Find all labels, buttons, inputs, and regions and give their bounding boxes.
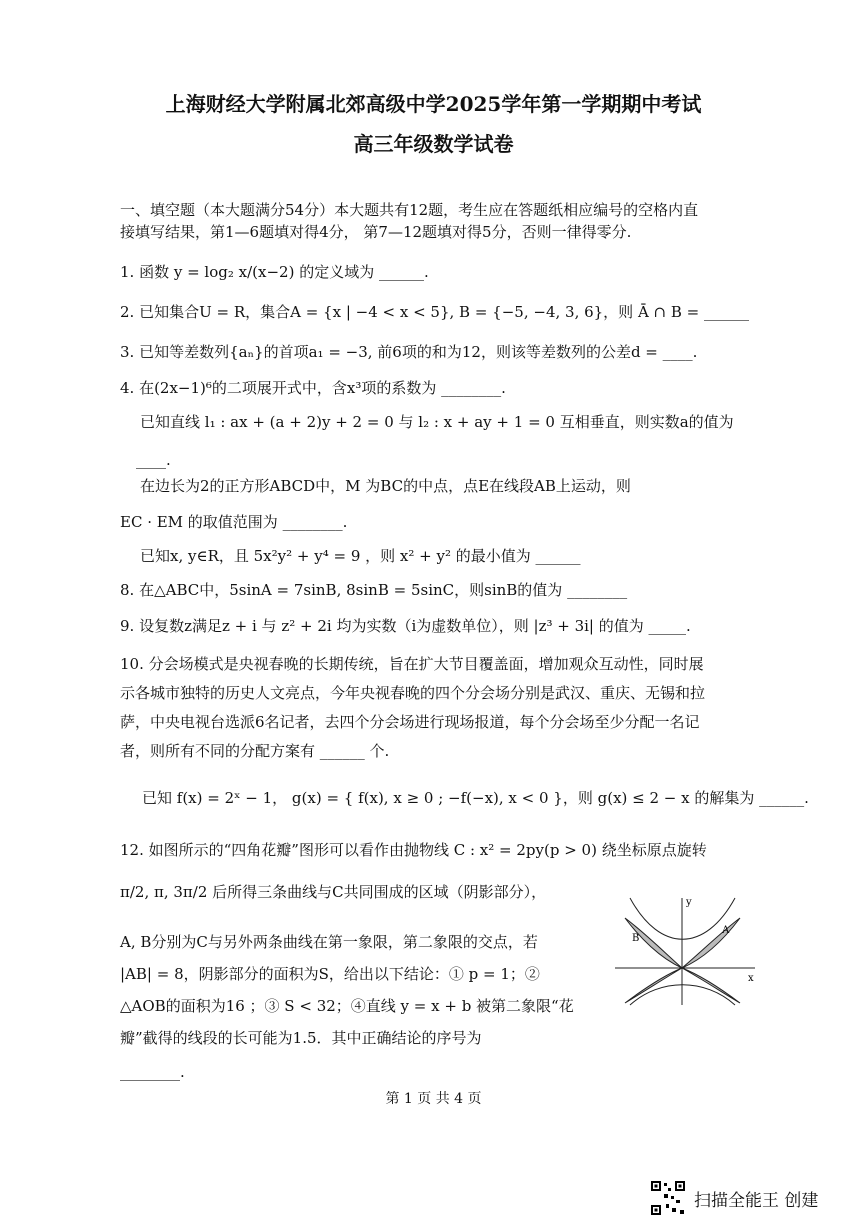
section-instructions-2: 接填写结果，第1—6题填对得4分， 第7—12题填对得5分，否则一律得零分. (120, 223, 632, 241)
figure-label-b: B (632, 933, 640, 944)
figure-label-x: x (748, 973, 754, 984)
question-8: 8. 在△ABC中，5sinA = 7sinB, 8sinB = 5sinC，则sinB的值为 ________ (120, 581, 628, 599)
figure-label-a: A (722, 925, 730, 936)
qr-code-icon (650, 1180, 686, 1216)
question-12-line7: ________. (120, 1063, 185, 1081)
four-petal-figure (610, 893, 760, 1008)
school-title: 上海财经大学附属北郊高级中学2025学年第一学期期中考试 (165, 92, 702, 116)
question-10-line3: 萨，中央电视台选派6名记者，去四个分会场进行现场报道，每个分会场至少分配一名记 (120, 713, 700, 731)
question-5-line1: 已知直线 l₁ : ax + (a + 2)y + 2 = 0 与 l₂ : x + ay + 1 = 0 互相垂直，则实数a的值为 (140, 413, 734, 431)
question-2: 2. 已知集合U = R，集合A = {x | −4 < x < 5}, B = {−5, −4, 3, 6}，则 Ā ∩ B = ______ (120, 303, 750, 321)
watermark-text: 扫描全能王 创建 (694, 1190, 819, 1211)
question-9: 9. 设复数z满足z + i 与 z² + 2i 均为实数（i为虚数单位），则 |z³ + 3i| 的值为 _____. (120, 617, 691, 635)
section-instructions-1: 一、填空题（本大题满分54分）本大题共有12题，考生应在答题纸相应编号的空格内直 (120, 201, 699, 219)
question-11: 已知 f(x) = 2ˣ − 1， g(x) = { f(x), x ≥ 0 ; −f(−x), x < 0 }，则 g(x) ≤ 2 − x 的解集为 ______. (142, 789, 809, 807)
question-12-line5: △AOB的面积为16 ；③ S < 32；④直线 y = x + b 被第二象限“花 (120, 997, 574, 1015)
question-3: 3. 已知等差数列{aₙ}的首项a₁ = −3, 前6项的和为12，则该等差数列的公差d = ____. (120, 343, 698, 361)
question-6-line1: 在边长为2的正方形ABCD中，M 为BC的中点，点E在线段AB上运动，则 (140, 477, 631, 495)
question-7: 已知x, y∈R，且 5x²y² + y⁴ = 9 ，则 x² + y² 的最小值为 ______ (140, 547, 581, 565)
question-10-line1: 10. 分会场模式是央视春晚的长期传统，旨在扩大节目覆盖面，增加观众互动性，同时展 (120, 655, 704, 673)
question-4: 4. 在(2x−1)⁶的二项展开式中，含x³项的系数为 ________. (120, 379, 506, 397)
question-1: 1. 函数 y = log₂ x/(x−2) 的定义域为 ______. (120, 263, 429, 281)
question-12-line1: 12. 如图所示的“四角花瓣”图形可以看作由抛物线 C : x² = 2py(p > 0) 绕坐标原点旋转 (120, 841, 707, 859)
question-10-line4: 者，则所有不同的分配方案有 ______ 个. (120, 742, 390, 760)
question-12-line4: |AB| = 8，阴影部分的面积为S，给出以下结论：① p = 1；② (120, 965, 540, 983)
question-12-line6: 瓣”截得的线段的长可能为1.5．其中正确结论的序号为 (120, 1029, 482, 1047)
paper-title: 高三年级数学试卷 (353, 132, 514, 156)
scanner-watermark (650, 1180, 818, 1216)
question-5-line2: ____. (136, 451, 171, 469)
question-12-line3: A, B分别为C与另外两条曲线在第一象限，第二象限的交点，若 (120, 933, 538, 951)
page-footer: 第 1 页 共 4 页 (385, 1091, 482, 1107)
figure-label-y: y (686, 897, 692, 908)
question-6-line2: EC · EM 的取值范围为 ________. (120, 513, 348, 531)
question-12-line2: π/2, π, 3π/2 后所得三条曲线与C共同围成的区域（阴影部分）， (120, 883, 547, 901)
question-10-line2: 示各城市独特的历史人文亮点，今年央视春晚的四个分会场分别是武汉、重庆、无锡和拉 (120, 684, 706, 702)
